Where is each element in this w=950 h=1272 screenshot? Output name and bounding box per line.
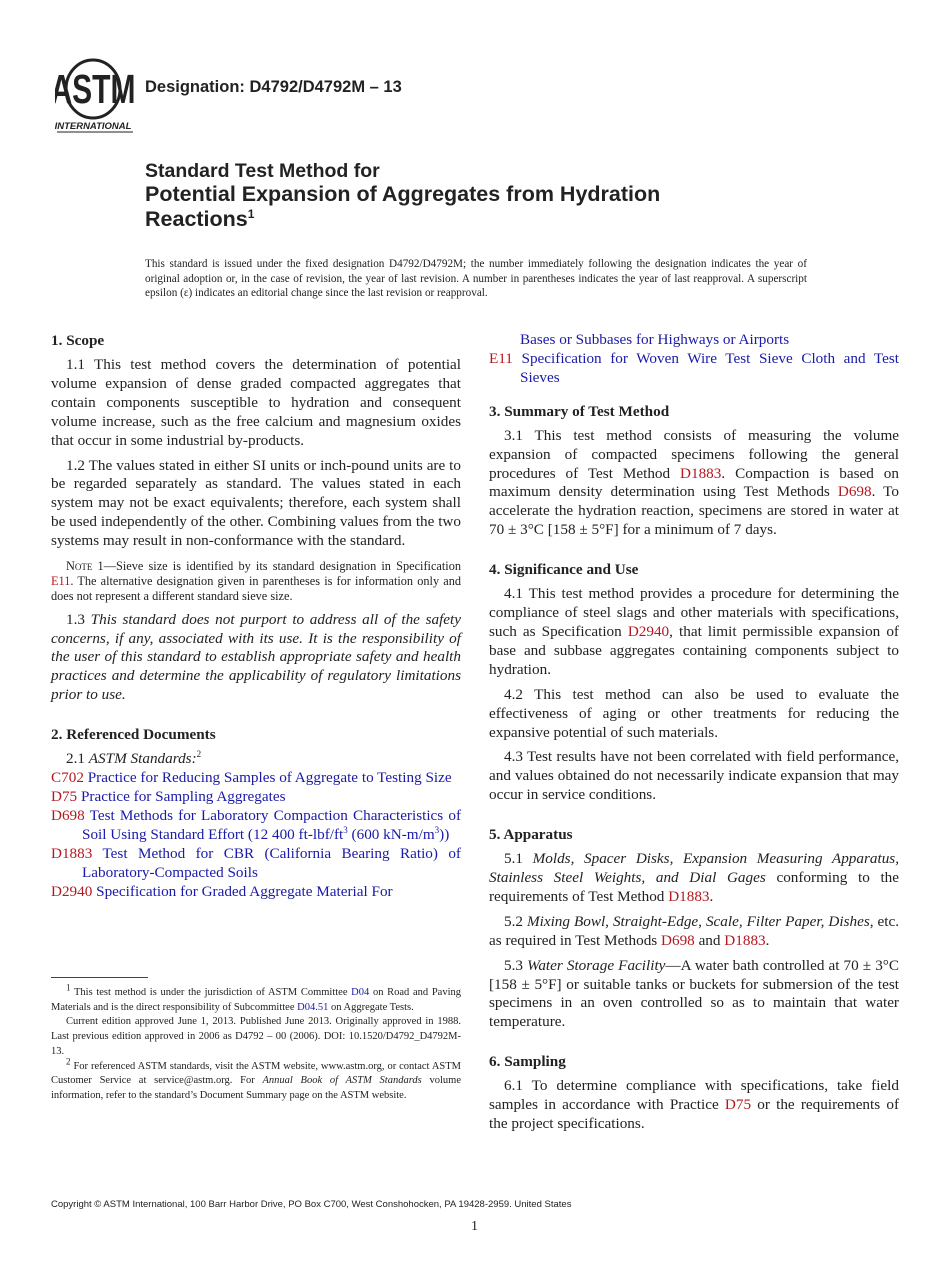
- svg-text:INTERNATIONAL: INTERNATIONAL: [55, 121, 132, 132]
- link-D1883[interactable]: D1883: [680, 464, 722, 482]
- paragraph-1-3: 1.3 This standard does not purport to address all of the safety concerns, if any, associated with its use. It is the responsibility of the user of this standard to establish appropriate safety and health practices and determine the applicability of regulatory limitations prior to use.: [51, 610, 462, 704]
- reference-item[interactable]: D698 Test Methods for Laboratory Compaction Characteristics of Soil Using Standard Effort (12 400 $ft-lbf/ft^3$ (600 $kN-m/m^3$)): [51, 806, 461, 843]
- paragraph-2-1: 2.1 ASTM Standards:$^2$: [66, 749, 202, 768]
- paragraph-1-1: 1.1 This test method covers the determination of potential volume expansion of dense graded compacted aggregates that contain components susceptible to hydration and consequent volume increase, such as the free calcium and magnesium oxides that occur in some industrial by-products.: [51, 356, 461, 449]
- page-number: 1: [471, 1219, 478, 1234]
- link-D698[interactable]: D698: [837, 483, 872, 501]
- footnote-1: $^1$ This test method is under the jurisdiction of ASTM Committee D04 on Road and Paving Materials and is the direct responsibility of Subcommittee D04.51 on Aggregate Tests.: [51, 982, 461, 1013]
- footnote-2: $^2$ For referenced ASTM standards, visit the ASTM website, www.astm.org, or contact ASTM Customer Service at service@astm.org. For Annual Book of ASTM Standards volume information, refer to the standard’s Document Summary page on the ASTM website.: [51, 1056, 461, 1101]
- link-D698[interactable]: D698: [661, 931, 695, 949]
- reference-item-continued[interactable]: Bases or Subbases for Highways or Airports: [520, 331, 790, 348]
- edition-note: Current edition approved June 1, 2013. Published June 2013. Originally approved in 1988. Last previous edition approved in 2006 as D4792 – 00 (2006). DOI: 10.1520/D4792_D4792M-13.: [51, 1016, 461, 1057]
- footnotes: [51, 982, 461, 1104]
- section-heading-referenced-documents: 2. Referenced Documents: [51, 726, 216, 744]
- left-column: [51, 331, 461, 901]
- note-1: Note 1—Sieve size is identified by its standard designation in Specification E11. The alternative designation given in parentheses is for information only and does not represent a different standard sieve size.: [51, 559, 461, 604]
- section-heading-significance: 4. Significance and Use: [489, 561, 639, 579]
- document-title: [145, 160, 660, 232]
- title-line-2: Potential Expansion of Aggregates from Hydration: [145, 182, 661, 206]
- link-E11[interactable]: E11: [51, 574, 71, 589]
- right-column: [489, 331, 899, 1140]
- section-heading-summary: 3. Summary of Test Method: [489, 402, 670, 420]
- link-D2940[interactable]: D2940: [627, 622, 670, 640]
- link-D1883[interactable]: D1883: [668, 887, 710, 905]
- paragraph-1-2: 1.2 The values stated in either SI units or inch-pound units are to be regarded separately as standard. The values stated in each system may not be exact equivalents; therefore, each system shall be used independently of the other. Combining values from the two systems may result in non-conformance with the standard.: [51, 456, 461, 550]
- designation: Designation: D4792/D4792M – 13: [145, 78, 402, 96]
- link-D1883[interactable]: D1883: [724, 931, 766, 949]
- paragraph-5-1: 5.1 Molds, Spacer Disks, Expansion Measuring Apparatus, Stainless Steel Weights, and Dial Gages conforming to the requirements of Test Method D1883.: [489, 850, 900, 905]
- paragraph-5-3: 5.3 Water Storage Facility—A water bath controlled at 70 ± 3°C [158 ± 5°F] or suitable tanks or buckets for submersion of the test specimens in an oven controlled so as to maintain that water temperature.: [489, 956, 900, 1031]
- link-D04[interactable]: D04: [351, 987, 370, 998]
- preamble: This standard is issued under the fixed designation D4792/D4792M; the number immediately following the designation indicates the year of original adoption or, in the case of revision, the year of last revision. A number in parentheses indicates the year of last reapproval. A superscript epsilon (ε) indicates an editorial change since the last revision or reapproval.: [145, 258, 807, 300]
- reference-item[interactable]: D75 Practice for Sampling Aggregates: [51, 788, 286, 806]
- paragraph-4-1: 4.1 This test method provides a procedure for determining the compliance of steel slags and other materials with specifications, such as Specification D2940, that limit permissible expansion of base and subbase aggregates containing components subject to hydration.: [489, 585, 899, 678]
- astm-logo-icon: [55, 57, 135, 133]
- paragraph-5-2: 5.2 Mixing Bowl, Straight-Edge, Scale, Filter Paper, Dishes, etc. as required in Test Methods D698 and D1883.: [489, 912, 900, 949]
- section-heading-scope: 1. Scope: [51, 332, 105, 349]
- copyright-footer: Copyright © ASTM International, 100 Barr Harbor Drive, PO Box C700, West Conshohocken, PA 19428-2959. United States: [51, 1199, 572, 1210]
- reference-item[interactable]: D1883 Test Method for CBR (California Bearing Ratio) of Laboratory-Compacted Soils: [51, 844, 461, 881]
- reference-item[interactable]: C702 Practice for Reducing Samples of Aggregate to Testing Size: [51, 769, 452, 787]
- title-line-1: Standard Test Method for: [145, 160, 380, 182]
- title-line-3: Reactions$^1$: [145, 206, 255, 231]
- link-D04-51[interactable]: D04.51: [297, 1001, 329, 1013]
- reference-item[interactable]: E11 Specification for Woven Wire Test Sieve Cloth and Test Sieves: [489, 349, 900, 386]
- paragraph-3-1: 3.1 This test method consists of measuring the volume expansion of compacted specimens following the general procedures of Test Method D1883. Compaction is based on maximum density determination using Test Methods D698. To accelerate the hydration reaction, specimens are stored in water at 70 ± 3°C [158 ± 5°F] for a minimum of 7 days.: [489, 426, 899, 539]
- link-D75[interactable]: D75: [724, 1096, 752, 1114]
- section-heading-apparatus: 5. Apparatus: [489, 826, 573, 844]
- reference-item[interactable]: D2940 Specification for Graded Aggregate Material For: [51, 882, 393, 900]
- footnote-divider: [51, 977, 148, 978]
- paragraph-6-1: 6.1 To determine compliance with specifications, take field samples in accordance with Practice D75 or the requirements of the project specifications.: [489, 1077, 900, 1133]
- paragraph-4-2: 4.2 This test method can also be used to evaluate the effectiveness of aging or other treatments for reducing the expansive potential of such materials.: [489, 685, 899, 741]
- section-heading-sampling: 6. Sampling: [489, 1053, 566, 1071]
- paragraph-4-3: 4.3 Test results have not been correlated with field performance, and values obtained do not necessarily indicate expansion that may occur in service conditions.: [489, 748, 899, 804]
- svg-text:ASTM: ASTM: [55, 66, 135, 112]
- footnote-mark[interactable]: 1: [247, 206, 255, 221]
